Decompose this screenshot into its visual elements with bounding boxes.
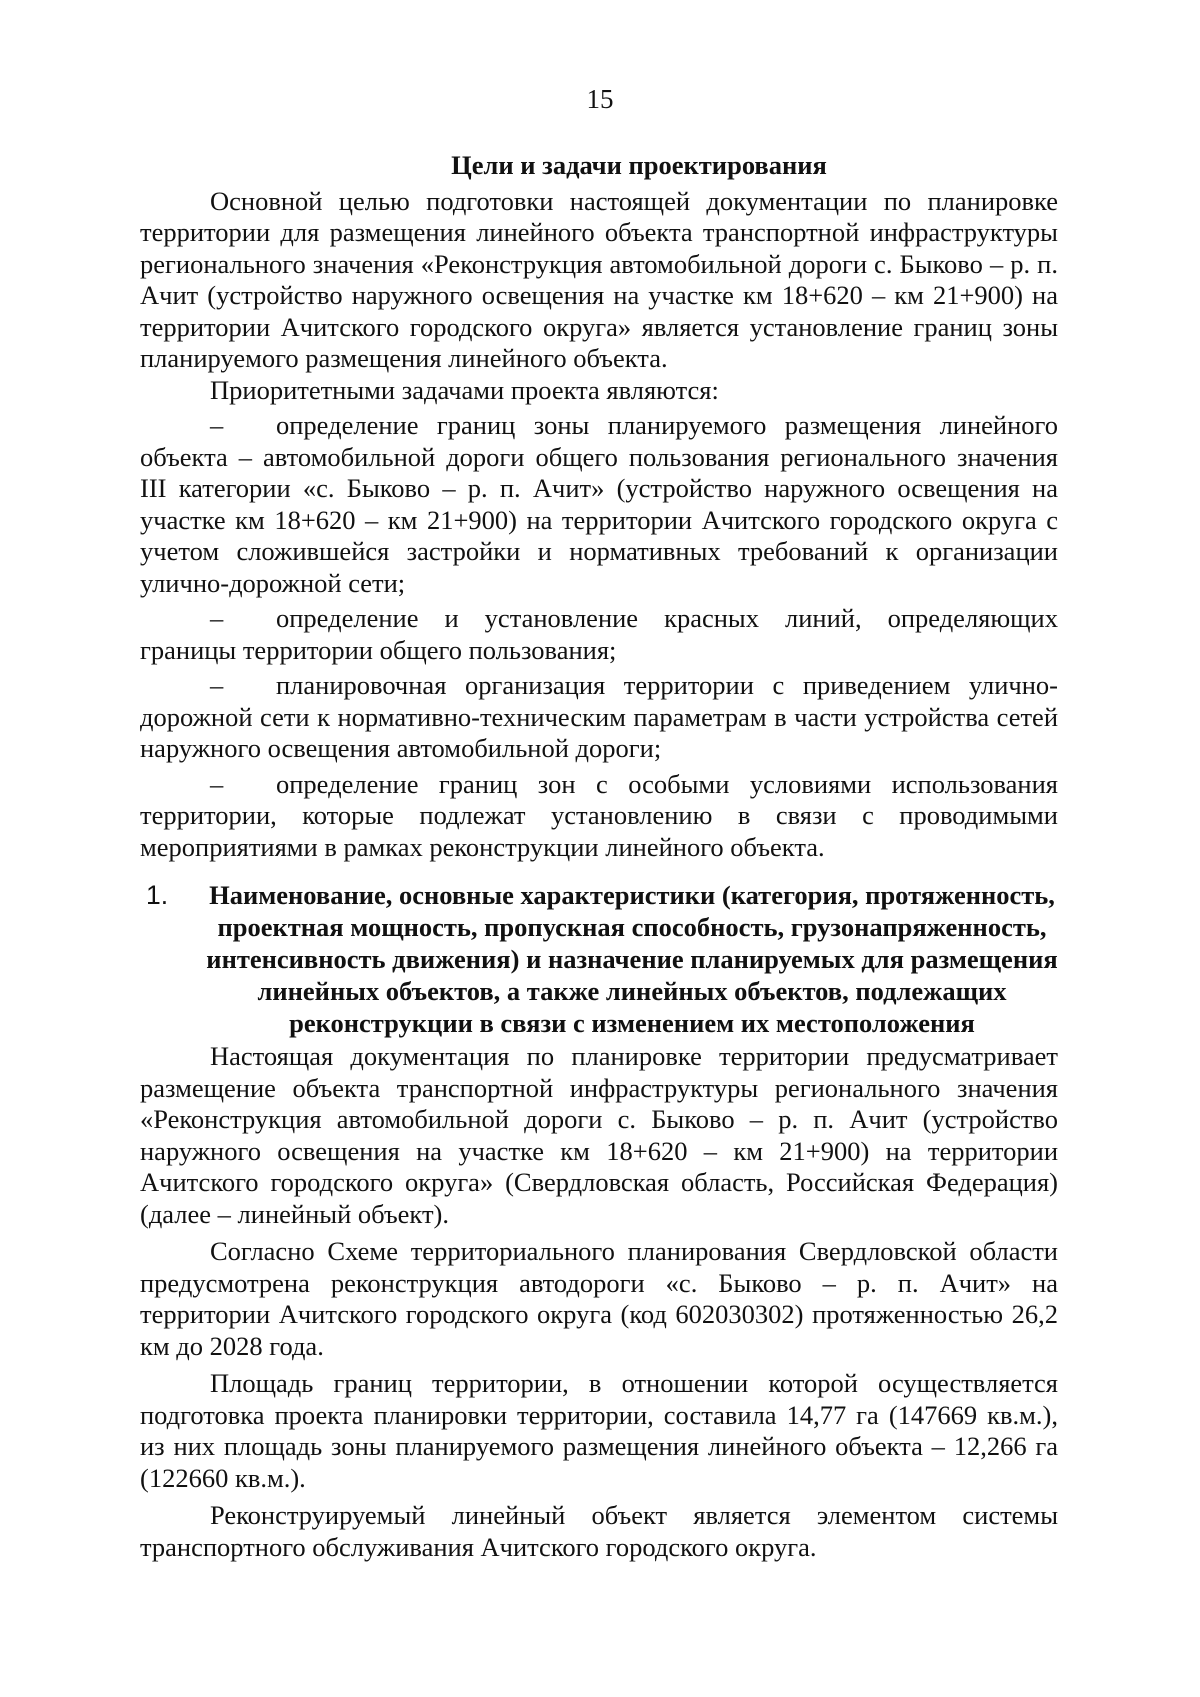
task-text: планировочная организация территории с приведением улично-дорожной сети к нормативно-техническим параметрам в части устройства сетей наружного освещения автомобильной дороги; — [140, 670, 1058, 763]
section-heading-goals: Цели и задачи проектирования — [451, 150, 827, 180]
tasks-intro: Приоритетными задачами проекта являются: — [210, 374, 719, 405]
document-body — [140, 150, 1058, 1563]
task-text: определение и установление красных линий, определяющих границы территории общего пользования; — [140, 603, 1058, 665]
task-text: определение границ зон с особыми условиями использования территории, которые подлежат установлению в связи с проводимыми мероприятиями в рамках реконструкции линейного объекта. — [140, 768, 1058, 862]
dash-marker: – — [210, 603, 224, 633]
section-heading-1 — [140, 879, 1058, 1039]
task-text: определение границ зоны планируемого размещения линейного объекта – автомобильной дороги общего пользования регионального значения III категории «с. Быково – р. п. Ачит» (устройство наружного освещения на участке км 18+620 – км 21+900) на территории Ачитского городского округа с учетом сложившейся застройки и нормативных требований к организации улично-дорожной сети; — [140, 410, 1058, 598]
page-number: 15 — [586, 84, 614, 114]
task-item — [140, 769, 1058, 864]
dash-marker: – — [210, 410, 224, 440]
dash-marker: – — [210, 768, 224, 799]
body-paragraph: Площадь границ территории, в отношении которой осуществляется подготовка проекта планировки территории, составила 14,77 га (147669 кв.м.), из них площадь зоны планируемого размещения линейного объекта – 12,266 га (122660 кв.м.). — [140, 1368, 1058, 1493]
section-number: 1. — [146, 880, 169, 910]
dash-marker: – — [210, 670, 224, 700]
task-item — [140, 670, 1058, 765]
task-item — [140, 603, 1058, 666]
task-item — [140, 410, 1058, 599]
body-paragraph: Настоящая документация по планировке территории предусматривает размещение объекта транспортной инфраструктуры регионального значения «Реконструкция автомобильной дороги с. Быково – р. п. Ачит (устройство наружного освещения на участке км 18+620 – км 21+900) на территории Ачитского городского округа» (Свердловская область, Российская Федерация) (далее – линейный объект). — [140, 1041, 1058, 1229]
body-paragraph: Согласно Схеме территориального планирования Свердловской области предусмотрена реконструкция автодороги «с. Быково – р. п. Ачит» на территории Ачитского городского округа (код 602030302) протяженностью 26,2 км до 2028 года. — [140, 1236, 1058, 1361]
section-title: Наименование, основные характеристики (категория, протяженность, проектная мощность, пропускная способность, грузонапряженность, интенсивность движения) и назначение планируемых для размещения линейных объектов, а также линейных объектов, подлежащих реконструкции в связи с изменением их местоположения — [206, 880, 1058, 1038]
intro-paragraph: Основной целью подготовки настоящей документации по планировке территории для размещения линейного объекта транспортной инфраструктуры регионального значения «Реконструкция автомобильной дороги с. Быково – р. п. Ачит (устройство наружного освещения на участке км 18+620 – км 21+900) на территории Ачитского городского округа» является установление границ зоны планируемого размещения линейного объекта. — [140, 185, 1058, 373]
body-paragraph: Реконструируемый линейный объект является элементом системы транспортного обслуживания Ачитского городского округа. — [140, 1500, 1058, 1562]
